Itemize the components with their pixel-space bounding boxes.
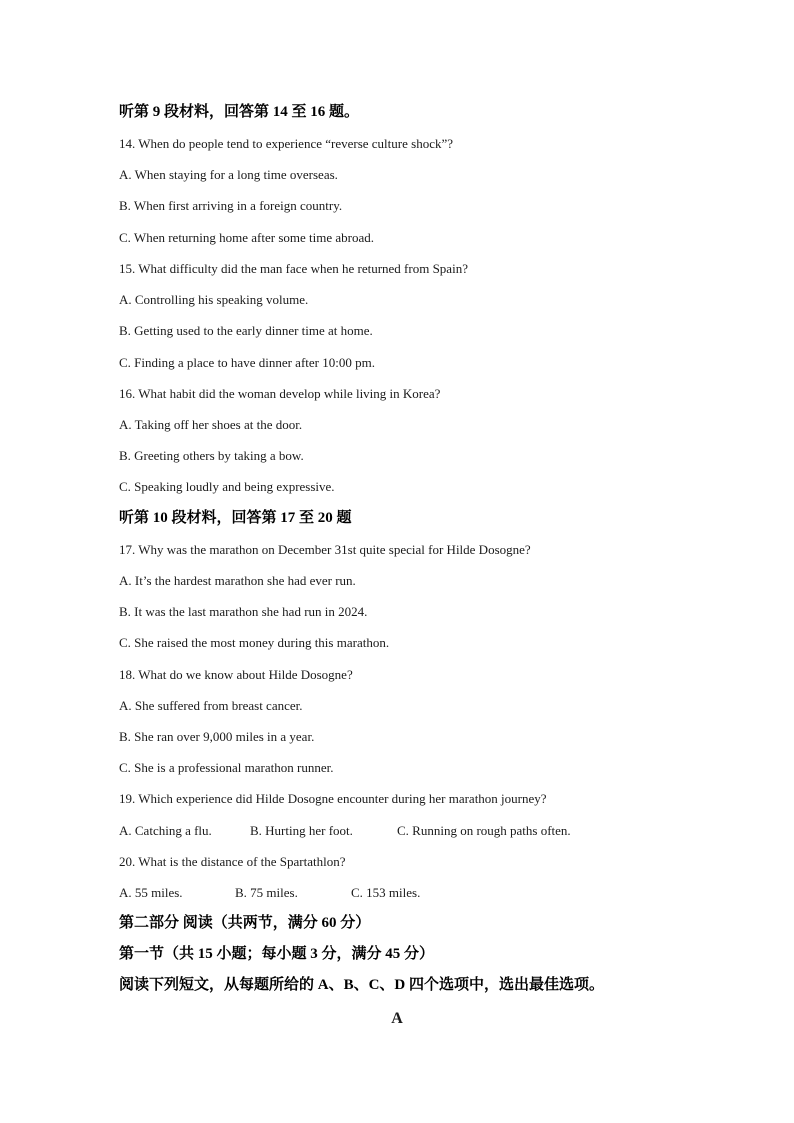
reading-instruction: 阅读下列短文，从每题所给的 A、B、C、D 四个选项中，选出最佳选项。: [119, 977, 605, 993]
question-19-stem: 19. Which experience did Hilde Dosogne encounter during her marathon journey?: [119, 791, 547, 806]
question-17-option-b: B. It was the last marathon she had run in 2024.: [119, 604, 368, 619]
question-15-option-c: C. Finding a place to have dinner after 10:00 pm.: [119, 355, 375, 370]
question-17-stem: 17. Why was the marathon on December 31st quite special for Hilde Dosogne?: [119, 542, 531, 557]
question-18-option-c: C. She is a professional marathon runner.: [119, 760, 334, 775]
question-17-option-a: A. It’s the hardest marathon she had ever run.: [119, 573, 356, 588]
section-10-heading: 听第 10 段材料，回答第 17 至 20 题: [119, 510, 352, 526]
question-20-options: [119, 885, 420, 901]
question-19-option-c: C. Running on rough paths often.: [397, 823, 571, 838]
question-16-option-a: A. Taking off her shoes at the door.: [119, 417, 303, 432]
question-16-option-c: C. Speaking loudly and being expressive.: [119, 479, 335, 494]
question-19-options: [119, 823, 571, 839]
question-20-option-a: A. 55 miles.: [119, 885, 183, 900]
question-19-option-b: B. Hurting her foot.: [250, 823, 353, 838]
question-18-option-a: A. She suffered from breast cancer.: [119, 698, 303, 713]
question-16-stem: 16. What habit did the woman develop while living in Korea?: [119, 386, 441, 401]
question-14-stem: 14. When do people tend to experience “reverse culture shock”?: [119, 136, 454, 151]
part-2-heading: 第二部分 阅读（共两节，满分 60 分）: [119, 915, 371, 931]
question-16-option-b: B. Greeting others by taking a bow.: [119, 448, 304, 463]
passage-label: A: [391, 1010, 403, 1027]
part-2-section-1-heading: 第一节（共 15 小题；每小题 3 分，满分 45 分）: [119, 946, 435, 962]
question-20-option-c: C. 153 miles.: [351, 885, 421, 900]
question-18-option-b: B. She ran over 9,000 miles in a year.: [119, 729, 315, 744]
question-14-option-c: C. When returning home after some time abroad.: [119, 230, 374, 245]
question-14-option-b: B. When first arriving in a foreign country.: [119, 198, 343, 213]
question-15-stem: 15. What difficulty did the man face when he returned from Spain?: [119, 261, 468, 276]
question-20-stem: 20. What is the distance of the Spartathlon?: [119, 854, 346, 869]
question-18-stem: 18. What do we know about Hilde Dosogne?: [119, 667, 353, 682]
section-9-heading: 听第 9 段材料，回答第 14 至 16 题。: [119, 104, 360, 120]
question-19-option-a: A. Catching a flu.: [119, 823, 212, 838]
question-14-option-a: A. When staying for a long time overseas.: [119, 167, 338, 182]
question-20-option-b: B. 75 miles.: [235, 885, 298, 900]
question-17-option-c: C. She raised the most money during this marathon.: [119, 635, 390, 650]
question-15-option-b: B. Getting used to the early dinner time at home.: [119, 323, 373, 338]
question-15-option-a: A. Controlling his speaking volume.: [119, 292, 309, 307]
